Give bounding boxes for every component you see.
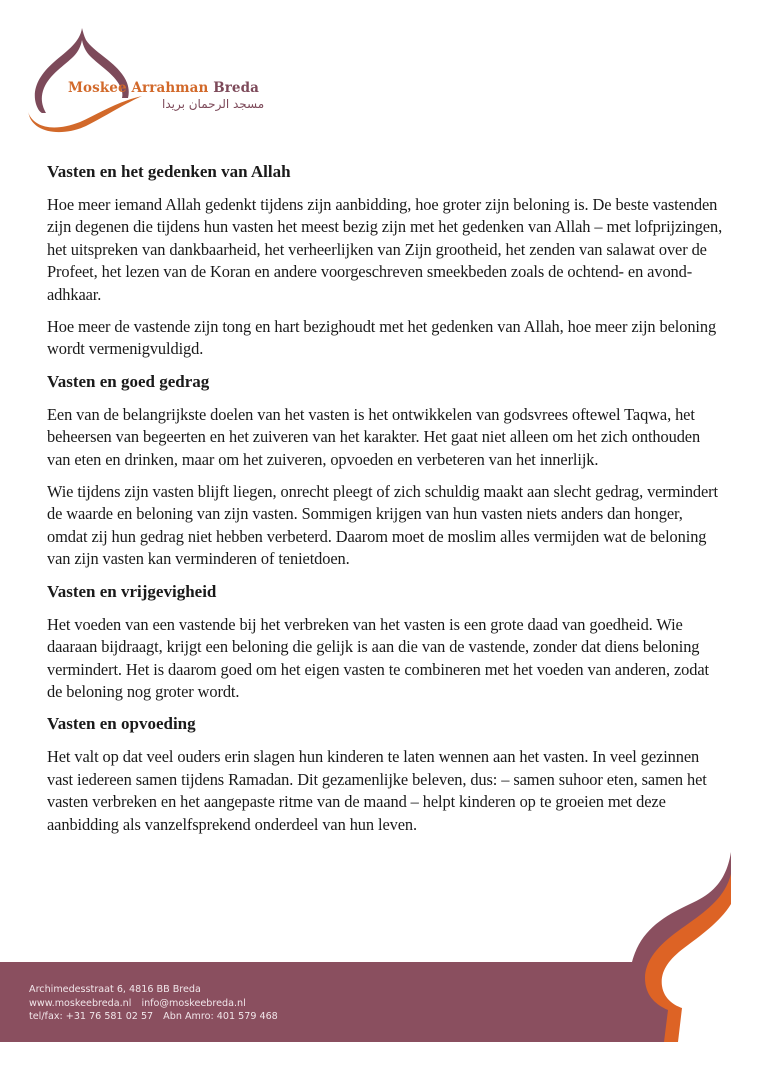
footer-email-link[interactable]: info@moskeebreda.nl [141,997,246,1009]
footer-address: Archimedesstraat 6, 4816 BB Breda [29,984,201,995]
paragraph: Hoe meer iemand Allah gedenkt tijdens zijn aanbidding, hoe groter zijn beloning is. De beste vastenden zijn degenen die tijdens hun vasten het meest bezig zijn met het gedenken van Allah – met lofprijzingen, het uitspreken van dankbaarheid, het verheerlijken van Zijn grootheid, het zenden van salawat over de Profeet, het lezen van de Koran en andere voorgeschreven smeekbeden zoals de ochtend- en avond-adhkaar. [47,195,723,304]
section-remembrance [47,161,727,361]
section-good-behaviour [47,371,727,571]
section-upbringing [47,713,727,836]
section-heading: Vasten en goed gedrag [47,371,210,391]
section-heading: Vasten en het gedenken van Allah [47,162,291,181]
paragraph: Een van de belangrijkste doelen van het vasten is het ontwikkelen van godsvrees oftewel Taqwa, het beheersen van begeerten en het zuiveren van het karakter. Het gaat niet alleen om het zich onthouden van eten en drinken, maar om het zuiveren, opvoeden en verbeteren van het innerlijk. [47,404,701,469]
footer-phone-line [29,1010,278,1024]
footer-bank: Abn Amro: 401 579 468 [163,1011,278,1022]
footer-contact [29,983,278,1024]
logo-name-main: Moskee Arrahman [68,80,209,96]
paragraph: Hoe meer de vastende zijn tong en hart bezighoudt met het gedenken van Allah, hoe meer zijn beloning wordt vermenigvuldigd. [47,317,717,359]
logo-name-city: Breda [213,80,260,96]
section-heading: Vasten en vrijgevigheid [47,581,217,601]
document-body [47,161,727,846]
section-heading: Vasten en opvoeding [47,714,196,734]
paragraph: Wie tijdens zijn vasten blijft liegen, onrecht pleegt of zich schuldig maakt aan slecht gedrag, vermindert de waarde en beloning van zijn vasten. Sommigen krijgen van hun vasten niets anders dan honger, omdat zij hun gedrag niet hebben verbeterd. Daarom moet de moslim alles vermijden wat de beloning van zijn vasten kan verminderen of tenietdoen. [47,482,718,569]
section-generosity [47,581,727,704]
paragraph: Het valt op dat veel ouders erin slagen hun kinderen te laten wennen aan het vasten. In veel gezinnen vast iedereen samen tijdens Ramadan. Dit gezamenlijke beleven, dus: – samen suhoor eten, samen het vasten verbreken en het aangepaste ritme van de maand – helpt kinderen op te groeien met deze aanbidding als vanzelfsprekend onderdeel van hun leven. [47,747,707,834]
footer-phone: tel/fax: +31 76 581 02 57 [29,1011,154,1022]
mosque-logo [24,24,264,136]
footer-web-line [29,997,278,1011]
logo-arabic-name: مسجد الرحمان بريدا [162,97,265,111]
paragraph: Het voeden van een vastende bij het verbreken van het vasten is een grote daad van goedheid. Wie daaraan bijdraagt, krijgt een beloning die gelijk is aan die van de vastende, zonder dat diens beloning vermindert. Het is daarom goed om het eigen vasten te combineren met het voeden van anderen, zodat de beloning nog groter wordt. [47,614,709,701]
footer-website-link[interactable]: www.moskeebreda.nl [29,997,132,1009]
logo-name [68,80,259,96]
footer-band [0,962,763,1042]
